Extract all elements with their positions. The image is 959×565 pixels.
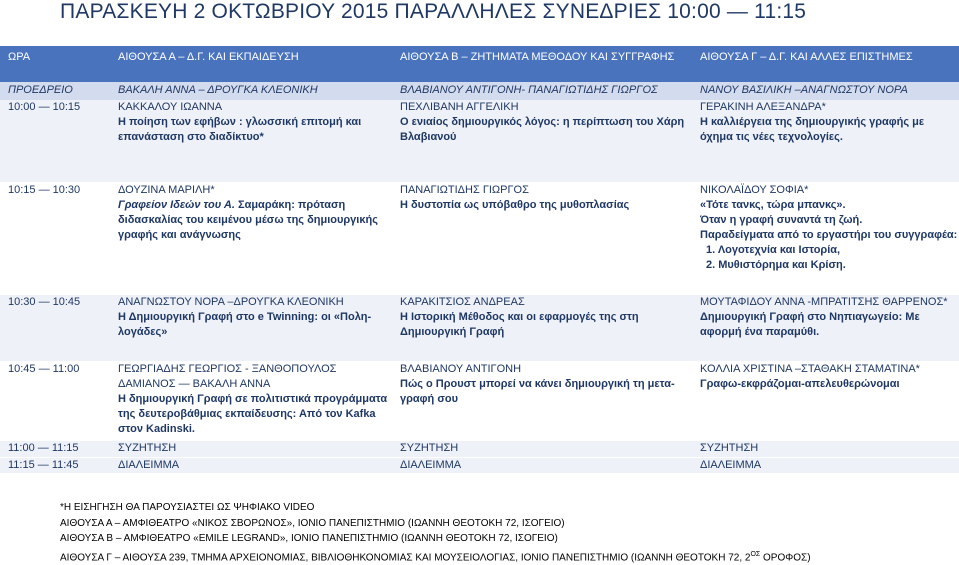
chairs-row bbox=[0, 82, 959, 100]
slot-time: 10:45 — 11:00 bbox=[0, 361, 110, 441]
room-b-location: ΑΙΘΟΥΣΑ Β – ΑΜΦΙΘΕΑΤΡΟ «EMILE LEGRAND», ΙΟΝΙΟ ΠΑΝΕΠΙΣΤΗΜΙΟ (ΙΩΑΝΝΗ ΘΕΟΤΟΚΗ 72, ΙΣΟΓΕΙΟ) bbox=[60, 531, 950, 547]
session-room-c bbox=[692, 182, 959, 295]
break-row bbox=[0, 457, 959, 473]
talk-title: «Τότε τανκς, τώρα μπανκς». bbox=[700, 198, 959, 213]
floor-superscript: ΟΣ bbox=[750, 551, 760, 558]
break-room-c: ΔΙΑΛΕΙΜΜΑ bbox=[692, 457, 959, 473]
talk-title: Η Δημιουργική Γραφή στο e Twinning: οι «Πολη-λογάδες» bbox=[118, 310, 392, 340]
speaker-name: ΜΟΥΤΑΦΙΔΟΥ ΑΝΝΑ -ΜΠΡΑΤΙΤΣΗΣ ΘΑΡΡΕΝΟΣ* bbox=[700, 295, 959, 310]
header-room-a: ΑΙΘΟΥΣΑ Α – Δ.Γ. ΚΑΙ ΕΚΠΑΙΔΕΥΣΗ bbox=[110, 46, 392, 82]
break-room-b: ΔΙΑΛΕΙΜΜΑ bbox=[392, 457, 692, 473]
talk-title: Δημιουργική Γραφή στο Νηπιαγωγείο: Με αφορμή ένα παραμύθι. bbox=[700, 310, 959, 340]
room-c-location-end: ΟΡΟΦΟΣ) bbox=[760, 552, 810, 563]
table-row bbox=[0, 182, 959, 295]
discussion-row bbox=[0, 441, 959, 457]
list-item: 2. Μυθιστόρημα και Κρίση. bbox=[700, 258, 959, 273]
session-room-a bbox=[110, 182, 392, 295]
talk-title bbox=[118, 198, 392, 243]
talk-subtitle: Παραδείγματα από το εργαστήρι του συγγραφέα: bbox=[700, 228, 959, 243]
chairs-room-b: ΒΛΑΒΙΑΝΟΥ ΑΝΤΙΓΟΝΗ- ΠΑΝΑΓΙΩΤΙΔΗΣ ΓΙΩΡΓΟΣ bbox=[392, 82, 692, 100]
session-room-c bbox=[692, 361, 959, 441]
session-room-b bbox=[392, 361, 692, 441]
table-row bbox=[0, 295, 959, 361]
discussion-room-b: ΣΥΖΗΤΗΣΗ bbox=[392, 441, 692, 457]
break-room-a: ΔΙΑΛΕΙΜΜΑ bbox=[110, 457, 392, 473]
talk-title-rest: Σαμαράκη: πρόταση διδασκαλίας του κειμένου μέσω της δημιουργικής γραφής και ανάγνωσης bbox=[118, 199, 378, 241]
speaker-name: ΝΙΚΟΛΑΪΔΟΥ ΣΟΦΙΑ* bbox=[700, 183, 959, 198]
speaker-name: ΓΕΩΡΓΙΑΔΗΣ ΓΕΩΡΓΙΟΣ - ΞΑΝΘΟΠΟΥΛΟΣ ΔΑΜΙΑΝΟΣ — ΒΑΚΑΛΗ ΑΝΝΑ bbox=[118, 362, 392, 392]
table-row bbox=[0, 361, 959, 441]
list-item: 1. Λογοτεχνία και Ιστορία, bbox=[700, 243, 959, 258]
room-c-location-text: ΑΙΘΟΥΣΑ Γ – ΑΙΘΟΥΣΑ 239, ΤΜΗΜΑ ΑΡΧΕΙΟΝΟΜΙΑΣ, ΒΙΒΛΙΟΘΗΚΟΝΟΜΙΑΣ ΚΑΙ ΜΟΥΣΕΙΟΛΟΓΙΑΣ, ΙΟΝΙΟ ΠΑΝΕΠΙΣΤΗΜΙΟ (ΙΩΑΝΝΗ ΘΕΟΤΟΚΗ 72, 2 bbox=[60, 552, 750, 563]
talk-title: Γραφω-εκφράζομαι-απελευθερώνομαι bbox=[700, 377, 959, 392]
chairs-room-c: ΝΑΝΟΥ ΒΑΣΙΛΙΚΗ –ΑΝΑΓΝΩΣΤΟΥ ΝΟΡΑ bbox=[692, 82, 959, 100]
talk-title: Ο ενιαίος δημιουργικός λόγος: η περίπτωση του Χάρη Βλαβιανού bbox=[400, 115, 692, 145]
table-header-row bbox=[0, 46, 959, 82]
talk-title: Η Ιστορική Μέθοδος και οι εφαρμογές της στη Δημιουργική Γραφή bbox=[400, 310, 692, 340]
session-room-a bbox=[110, 295, 392, 361]
header-room-c: ΑΙΘΟΥΣΑ Γ – Δ.Γ. ΚΑΙ ΑΛΛΕΣ ΕΠΙΣΤΗΜΕΣ bbox=[692, 46, 959, 82]
table-row bbox=[0, 100, 959, 182]
chairs-label: ΠΡΟΕΔΡΕΙΟ bbox=[0, 82, 110, 100]
session-room-c bbox=[692, 100, 959, 182]
speaker-name: ΠΕΧΛΙΒΑΝΗ ΑΓΓΕΛΙΚΗ bbox=[400, 100, 692, 115]
session-room-b bbox=[392, 182, 692, 295]
session-room-a bbox=[110, 100, 392, 182]
page-title: ΠΑΡΑΣΚΕΥΗ 2 ΟΚΤΩΒΡΙΟΥ 2015 ΠΑΡΑΛΛΗΛΕΣ ΣΥΝΕΔΡΙΕΣ 10:00 — 11:15 bbox=[60, 0, 806, 24]
session-room-a bbox=[110, 361, 392, 441]
header-room-b: ΑΙΘΟΥΣΑ Β – ΖΗΤΗΜΑΤΑ ΜΕΘΟΔΟΥ ΚΑΙ ΣΥΓΓΡΑΦΗΣ bbox=[392, 46, 692, 82]
speaker-name: ΔΟΥΖΙΝΑ ΜΑΡΙΛΗ* bbox=[118, 183, 392, 198]
discussion-room-a: ΣΥΖΗΤΗΣΗ bbox=[110, 441, 392, 457]
talk-title: Πώς ο Προυστ μπορεί να κάνει δημιουργική τη μετα-γραφή σου bbox=[400, 377, 692, 407]
speaker-name: ΚΟΛΛΙΑ ΧΡΙΣΤΙΝΑ –ΣΤΑΘΑΚΗ ΣΤΑΜΑΤΙΝΑ* bbox=[700, 362, 959, 377]
speaker-name: ΚΑΡΑΚΙΤΣΙΟΣ ΑΝΔΡΕΑΣ bbox=[400, 295, 692, 310]
footer-notes bbox=[60, 500, 950, 565]
talk-title: Η καλλιέργεια της δημιουργικής γραφής με όχημα τις νέες τεχνολογίες. bbox=[700, 115, 959, 145]
session-room-c bbox=[692, 295, 959, 361]
speaker-name: ΑΝΑΓΝΩΣΤΟΥ ΝΟΡΑ –ΔΡΟΥΓΚΑ ΚΛΕΟΝΙΚΗ bbox=[118, 295, 392, 310]
talk-title: Η ποίηση των εφήβων : γλωσσική επιτομή και επανάσταση στο διαδίκτυο* bbox=[118, 115, 392, 145]
talk-title-italic: Γραφείον Ιδεών του Α. bbox=[118, 199, 235, 211]
video-note: *Η ΕΙΣΗΓΗΣΗ ΘΑ ΠΑΡΟΥΣΙΑΣΤΕΙ ΩΣ ΨΗΦΙΑΚΟ VIDEO bbox=[60, 500, 950, 516]
slot-time: 10:00 — 10:15 bbox=[0, 100, 110, 182]
talk-subtitle: Όταν η γραφή συναντά τη ζωή. bbox=[700, 213, 959, 228]
slot-time: 10:30 — 10:45 bbox=[0, 295, 110, 361]
discussion-room-c: ΣΥΖΗΤΗΣΗ bbox=[692, 441, 959, 457]
speaker-name: ΚΑΚΚΑΛΟΥ ΙΩΑΝΝΑ bbox=[118, 100, 392, 115]
header-time: ΩΡΑ bbox=[0, 46, 110, 82]
speaker-name: ΒΛΑΒΙΑΝΟΥ ΑΝΤΙΓΟΝΗ bbox=[400, 362, 692, 377]
session-room-b bbox=[392, 100, 692, 182]
talk-title: Η δημιουργική Γραφή σε πολιτιστικά προγράμματα της δευτεροβάθμιας εκπαίδευσης: Από τον Kafka στον Kadinski. bbox=[118, 392, 392, 437]
chairs-room-a: ΒΑΚΑΛΗ ΑΝΝΑ – ΔΡΟΥΓΚΑ ΚΛΕΟΝΙΚΗ bbox=[110, 82, 392, 100]
room-a-location: ΑΙΘΟΥΣΑ Α – ΑΜΦΙΘΕΑΤΡΟ «ΝΙΚΟΣ ΣΒΟΡΩΝΟΣ», ΙΟΝΙΟ ΠΑΝΕΠΙΣΤΗΜΙΟ (ΙΩΑΝΝΗ ΘΕΟΤΟΚΗ 72, ΙΣΟΓΕΙΟ) bbox=[60, 516, 950, 532]
room-c-location bbox=[60, 547, 950, 565]
speaker-name: ΓΕΡΑΚΙΝΗ ΑΛΕΞΑΝΔΡΑ* bbox=[700, 100, 959, 115]
slot-time: 11:00 — 11:15 bbox=[0, 441, 110, 457]
speaker-name: ΠΑΝΑΓΙΩΤΙΔΗΣ ΓΙΩΡΓΟΣ bbox=[400, 183, 692, 198]
talk-title: Η δυστοπία ως υπόβαθρο της μυθοπλασίας bbox=[400, 198, 692, 213]
session-room-b bbox=[392, 295, 692, 361]
slot-time: 11:15 — 11:45 bbox=[0, 457, 110, 473]
schedule-table bbox=[0, 46, 959, 473]
slot-time: 10:15 — 10:30 bbox=[0, 182, 110, 295]
